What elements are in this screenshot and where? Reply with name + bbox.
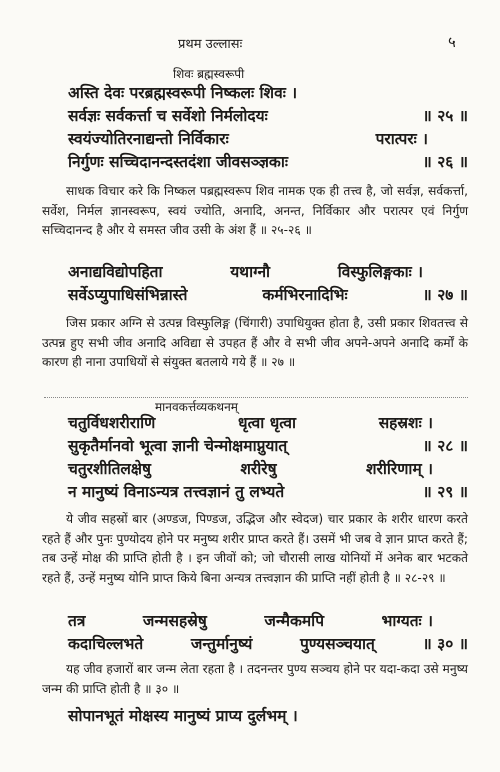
verse-line: न मानुष्यं विनाऽन्यत्र तत्त्वज्ञानं तु लभ्यते ॥ २९ ॥ <box>68 483 468 501</box>
section-heading: शिवः ब्रह्मस्वरूपी <box>173 67 245 81</box>
section-heading: मानवकर्त्तव्यकथनम् <box>155 400 238 414</box>
commentary-paragraph: जिस प्रकार अग्नि से उत्पन्न विस्फुलिङ्ग (चिंगारी) उपाधियुक्त होता है, उसी प्रकार शिवतत्त्व से उत्पन्न हुए सभी जीव अनादि अविद्या से उपहत हैं और वे सभी जीव अपने-अपने अनादि कर्मों के कारण ही नाना उपाधियों से संयुक्त बतलाये गये हैं ॥ २७ ॥ <box>42 316 468 369</box>
verse-line: सोपानभूतं मोक्षस्य मानुष्यं प्राप्य दुर्लभम् । <box>68 707 298 725</box>
verse-line: अनाद्यविद्योपहिता यथाग्नौ विस्फुलिङ्गकाः । <box>68 263 423 281</box>
verse-block <box>68 705 468 728</box>
verse-line: तत्र जन्मसहस्रेषु जन्मैकमपि भाग्यतः । <box>68 612 433 630</box>
verse-line: निर्गुणः सच्चिदानन्दस्तदंशा जीवसञ्ज्ञकाः ॥ २६ ॥ <box>68 153 468 171</box>
verse-block <box>68 412 468 504</box>
chapter-title: प्रथम उल्लासः <box>178 37 243 52</box>
commentary-paragraph: ये जीव सहस्रों बार (अण्डज, पिण्डज, उद्भिज और स्वेदज) चार प्रकार के शरीर धारण करते रहते हैं और पुनः पुण्योदय होने पर मनुष्य शरीर प्राप्त करते हैं। उसमें भी जब वे ज्ञान प्राप्त करते हैं; तब उन्हें मोक्ष की प्राप्ति होती है । इन जीवों को; जो चौरासी लाख योनियों में अनेक बार भटकते रहते हैं, उन्हें मनुष्य योनि प्राप्त किये बिना अन्यत्र तत्त्वज्ञान की प्राप्ति नहीं होती है ॥ २८-२९ ॥ <box>42 512 468 585</box>
verse-line: सर्वज्ञः सर्वकर्त्ता च सर्वेशो निर्मलोदयः ॥ २५ ॥ <box>68 107 468 125</box>
section-divider <box>44 397 468 398</box>
verse-line: सुकृतैर्मानवो भूत्वा ज्ञानी चेन्मोक्षमाप्नुयात् ॥ २८ ॥ <box>68 437 468 455</box>
verse-line: चतुरशीतिलक्षेषु शरीरेषु शरीरिणाम् । <box>68 460 433 478</box>
verse-block <box>68 261 468 307</box>
commentary-paragraph: साधक विचार करे कि निष्कल पब्रह्मस्वरूप शिव नामक एक ही तत्त्व है, जो सर्वज्ञ, सर्वकर्त्ता, सर्वेश, निर्मल ज्ञानस्वरूप, स्वयं ज्योति, अनादि, अनन्त, निर्विकार और परात्पर एवं निर्गुण सच्चिदानन्द है और ये समस्त जीव उसी के अंश हैं ॥ २५-२६ ॥ <box>42 184 468 237</box>
verse-block <box>68 82 468 174</box>
verse-line: सर्वेऽप्युपाधिसंभिन्नास्ते कर्मभिरनादिभिः ॥ २७ ॥ <box>68 286 468 304</box>
commentary-paragraph: यह जीव हजारों बार जन्म लेता रहता है । तदनन्तर पुण्य सञ्चय होने पर यदा-कदा उसे मनुष्य जन्म की प्राप्ति होती है ॥ ३० ॥ <box>42 662 468 696</box>
verse-line: चतुर्विधशरीराणि धृत्वा धृत्वा सहस्रशः । <box>68 414 433 432</box>
page-header <box>0 34 500 54</box>
verse-line: स्वयंज्योतिरनाद्यन्तो निर्विकारः परात्परः । <box>68 130 428 148</box>
verse-block <box>68 610 468 656</box>
verse-line: कदाचिल्लभते जन्तुर्मानुष्यं पुण्यसञ्चयात् ॥ ३० ॥ <box>68 635 468 653</box>
page-number: ५ <box>448 33 456 51</box>
verse-line: अस्ति देवः परब्रह्मस्वरूपी निष्कलः शिवः । <box>68 84 298 102</box>
